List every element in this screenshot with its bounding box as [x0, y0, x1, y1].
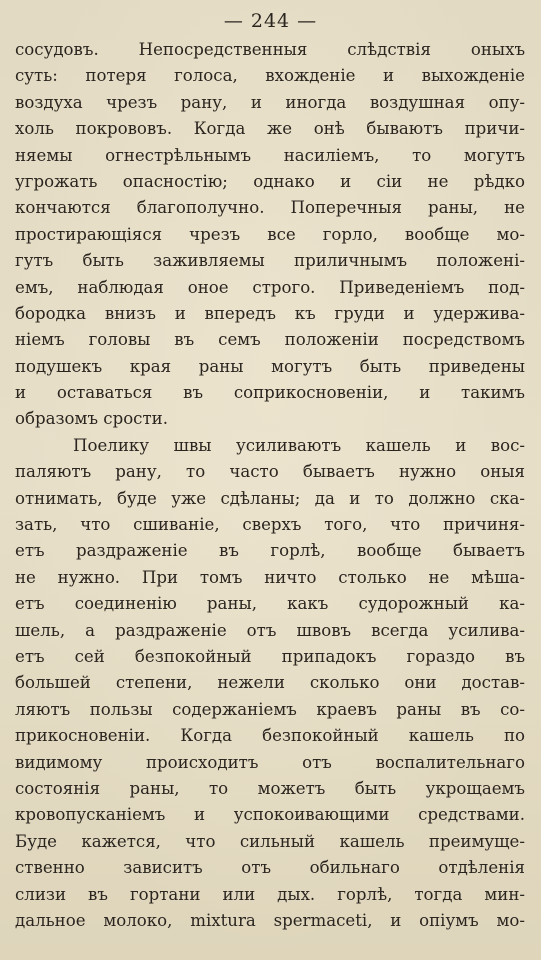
text-line: Буде кажется, что сильный кашель преимуще- — [15, 831, 525, 851]
text-line: етъ сей безпокойный припадокъ гораздо въ — [15, 646, 525, 666]
text-line: простирающіяся чрезъ все горло, вообще мо- — [15, 224, 525, 244]
text-line: паляютъ рану, то часто бываетъ нужно оныя — [15, 462, 525, 482]
page-number: — 244 — — [223, 10, 318, 32]
text-line: и оставаться въ соприкосновеніи, и такимъ — [15, 383, 525, 403]
text-line: суть: потеря голоса, вхожденіе и выхожденіе — [15, 66, 525, 86]
text-line: состоянія раны, то можетъ быть укрощаемъ — [15, 778, 525, 798]
text-line: етъ раздраженіе въ горлѣ, вообще бываетъ — [15, 541, 525, 561]
text-line: угрожать опасностію; однако и сіи не рѣдко — [15, 171, 525, 191]
text-line: кровопусканіемъ и успокоивающими средствами. — [15, 805, 525, 825]
text-line: бородка внизъ и впередъ къ груди и удержива- — [15, 303, 525, 323]
paragraph-start-line: Поелику швы усиливаютъ кашель и вос- — [73, 435, 525, 455]
text-line: ляютъ пользы содержаніемъ краевъ раны въ со- — [15, 699, 525, 719]
text-line: ственно зависитъ отъ обильнаго отдѣленія — [15, 858, 525, 878]
text-line: холь покрововъ. Когда же онѣ бываютъ причи- — [15, 119, 525, 139]
text-line: воздуха чрезъ рану, и иногда воздушная опу- — [15, 92, 525, 112]
text-line: отнимать, буде уже сдѣланы; да и то должно ска- — [15, 488, 525, 508]
text-line: ніемъ головы въ семъ положеніи посредствомъ — [15, 330, 525, 350]
text-line: сосудовъ. Непосредственныя слѣдствія оныхъ — [15, 40, 525, 59]
text-line: етъ соединенію раны, какъ судорожный ка- — [15, 594, 525, 614]
paragraph-end-line: образомъ срости. — [15, 409, 168, 429]
text-line: шель, а раздраженіе отъ швовъ всегда усилива- — [15, 620, 525, 640]
text-line: слизи въ гортани или дых. горлѣ, тогда мин- — [15, 884, 525, 904]
text-line: дальное молоко, mixtura spermaceti, и опіумъ мо- — [15, 910, 525, 930]
text-line: большей степени, нежели сколько они достав- — [15, 673, 525, 693]
text-line: не нужно. При томъ ничто столько не мѣша- — [15, 567, 525, 587]
text-line: няемы огнестрѣльнымъ насиліемъ, то могутъ — [15, 145, 525, 165]
text-line: подушекъ края раны могутъ быть приведены — [15, 356, 525, 376]
text-line: емъ, наблюдая оное строго. Приведеніемъ под- — [15, 277, 525, 297]
text-line: видимому происходитъ отъ воспалительнаго — [15, 752, 525, 772]
text-line: кончаются благополучно. Поперечныя раны, не — [15, 198, 525, 218]
text-line: гутъ быть заживляемы приличнымъ положені- — [15, 251, 525, 271]
text-line: зать, что сшиваніе, сверхъ того, что причиня- — [15, 515, 525, 535]
body-text — [15, 37, 525, 934]
text-line: прикосновеніи. Когда безпокойный кашель по — [15, 726, 525, 746]
